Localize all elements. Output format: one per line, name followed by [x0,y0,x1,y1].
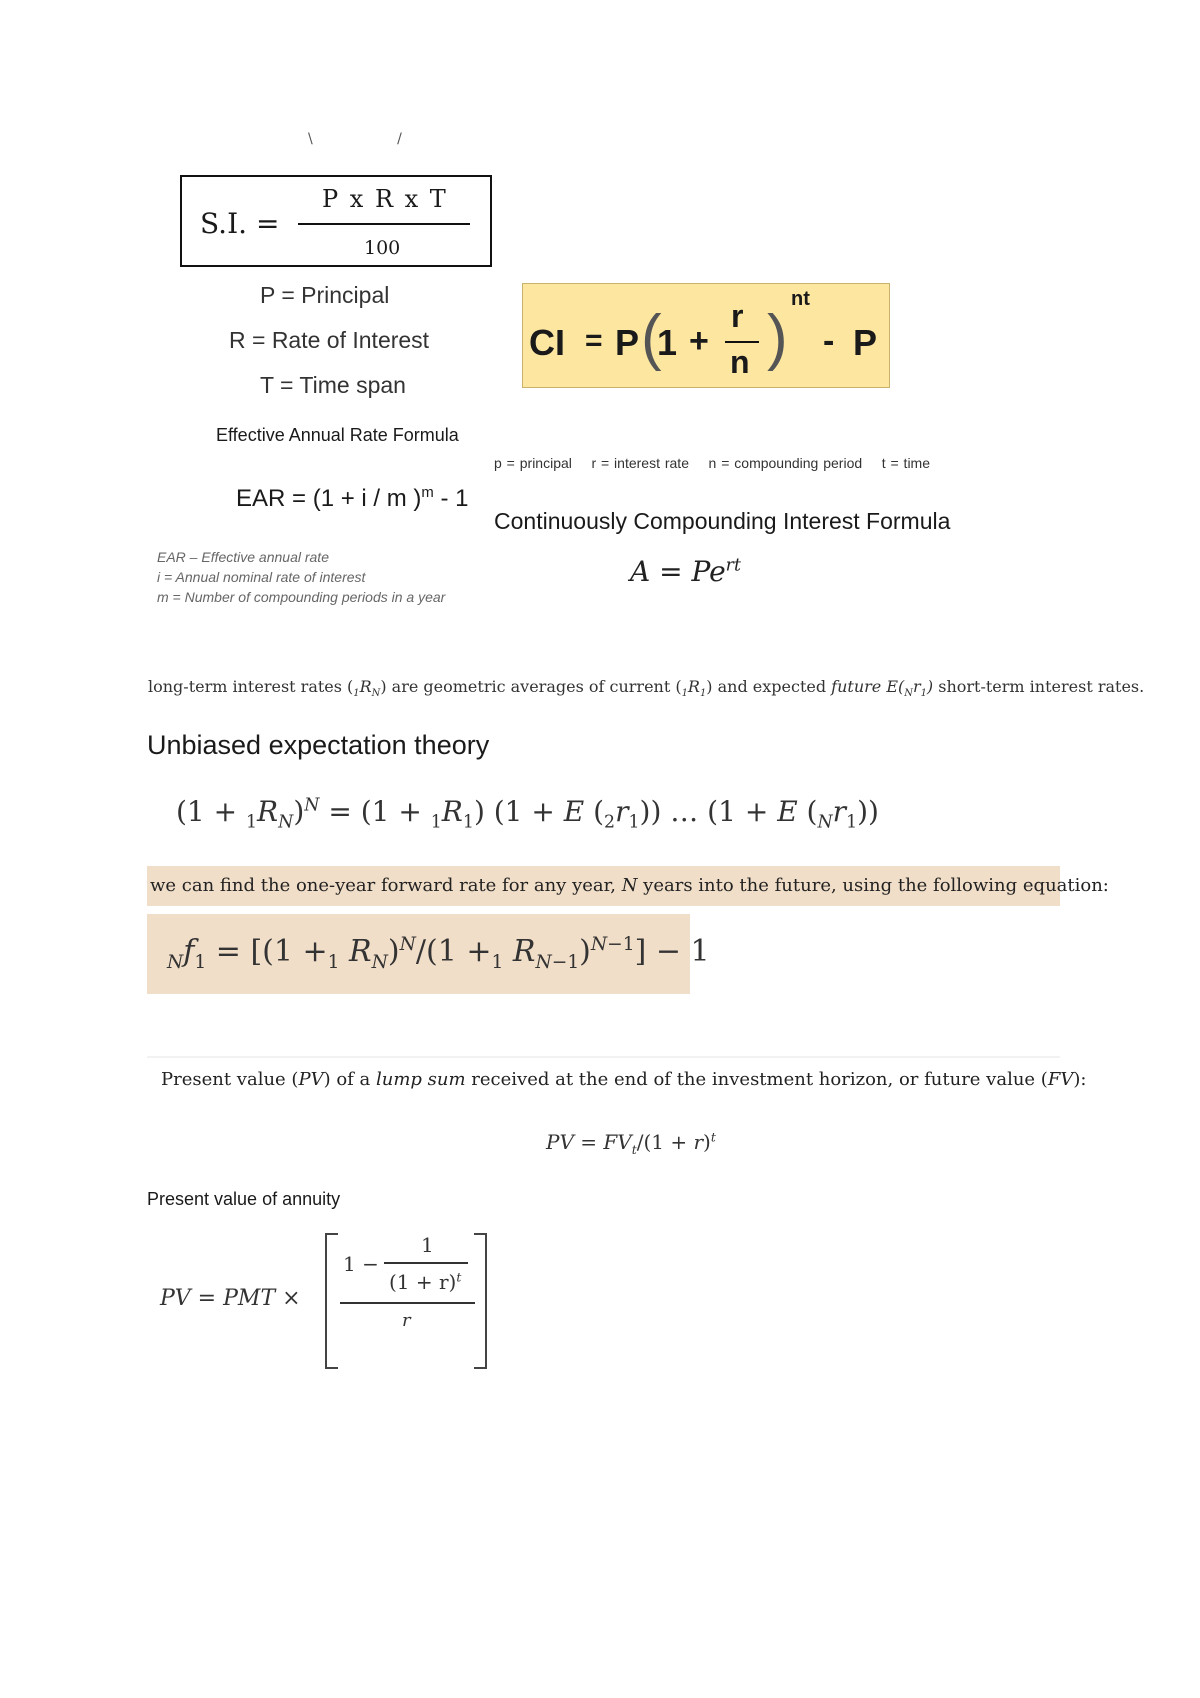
section-divider [147,1056,1060,1058]
si-lhs: S.I. = [200,207,280,240]
geometric-average-sentence [148,677,1145,700]
pv-text-mid: ) of a [323,1069,376,1090]
ear-formula [236,485,468,513]
pv-abbrev: PV [298,1069,324,1090]
si-fraction-bar [298,223,470,225]
annuity-inner-denominator-exp: t [456,1269,462,1285]
geo-future: future [831,677,882,696]
ci-periods: n [730,344,750,380]
geo-symbol-1r1: $_1R_1$ [681,677,707,700]
geo-part-3: ) and expected [706,677,832,696]
ci-principal-2: P [853,322,878,363]
si-numerator: P x R x T [322,185,448,213]
unbiased-equation: $(1 + _1R_N)^N = (1 + _1R_1)$ (1 + E $(_2r_1)$) … (1 + E $(_Nr_1)$) [176,795,879,833]
annuity-outer-denominator: r [402,1310,411,1331]
ear-title: Effective Annual Rate Formula [216,425,459,445]
ci-rate: r [731,298,744,334]
stray-marks: \ / [308,131,442,147]
annuity-inner-denominator-base: (1 + r) [389,1270,457,1294]
si-def-principal: P = Principal [260,282,390,308]
ear-def-ear: EAR – Effective annual rate [157,549,329,565]
pv-text-after: ): [1073,1069,1087,1090]
fv-abbrev: FV [1047,1069,1074,1090]
ear-formula-base: EAR = (1 + i / m ) [236,485,422,512]
pv-text-mid2: received at the end of the investment horizon, or future value ( [465,1069,1048,1090]
forward-text-n: N [621,875,638,896]
annuity-inner-bar [384,1262,468,1264]
continuous-variable-legend: p = principal r = interest rate n = compounding period t = time [494,455,930,471]
geo-symbol-expectation: $E(_Nr_1)$ [886,677,934,700]
geo-part-4: short-term interest rates. [933,677,1145,696]
ci-principal: P [615,322,640,363]
forward-text-after: years into the future, using the following equation: [637,875,1109,896]
forward-rate-formula-box [147,914,710,994]
ear-def-i: i = Annual nominal rate of interest [157,569,366,585]
si-def-rate: R = Rate of Interest [229,327,430,353]
continuous-formula-base: A = Pe [630,555,726,588]
ci-right-paren: ) [767,303,788,372]
ci-plus: + [689,322,709,360]
annuity-outer-bar [340,1302,475,1304]
forward-rate-equation: $_Nf_1 = [(1 +_1$ $R_N)^N/(1 +_1$ $R_{N-1})^{N-1}] - 1$ [167,934,710,973]
continuous-formula [630,555,741,588]
unbiased-title: Unbiased expectation theory [147,730,490,760]
ci-fraction-bar [725,341,759,343]
annuity-one-minus: 1 − [343,1252,379,1276]
ci-lhs: CI [529,322,565,363]
continuous-title: Continuously Compounding Interest Formula [494,508,951,534]
geo-part-1: long-term interest rates ( [148,677,354,696]
ci-left-paren: ( [641,303,662,372]
present-value-equation: PV = $FV_t/(1 + r)^t$ [546,1129,716,1157]
ci-minus: - [823,322,835,360]
pv-lump-sum: lump sum [376,1069,466,1090]
ci-one: 1 [657,322,678,363]
si-denominator: 100 [364,237,401,259]
ci-equals: = [585,324,603,357]
annuity-inner-denominator [389,1270,461,1294]
forward-text-before: we can find the one-year forward rate for any year, [150,875,622,896]
pv-text-before: Present value ( [161,1069,299,1090]
annuity-inner-numerator: 1 [421,1233,434,1257]
ci-exponent: nt [791,288,810,310]
annuity-lhs: PV = PMT × [160,1286,301,1311]
geo-part-2: ) are geometric averages of current ( [380,677,682,696]
ear-formula-tail: - 1 [433,485,469,512]
compound-interest-formula-box [522,283,890,388]
annuity-title: Present value of annuity [147,1189,341,1209]
geo-symbol-1rn: $_1R_N$ [353,677,381,700]
simple-interest-formula-box [180,175,492,267]
si-def-time: T = Time span [260,372,406,398]
continuous-formula-exponent: rt [725,555,741,576]
forward-rate-text [150,875,1109,896]
ear-formula-exponent: m [421,485,434,501]
present-value-sentence [161,1069,1086,1090]
forward-rate-highlight [147,866,1109,906]
ear-def-m: m = Number of compounding periods in a year [157,589,446,605]
